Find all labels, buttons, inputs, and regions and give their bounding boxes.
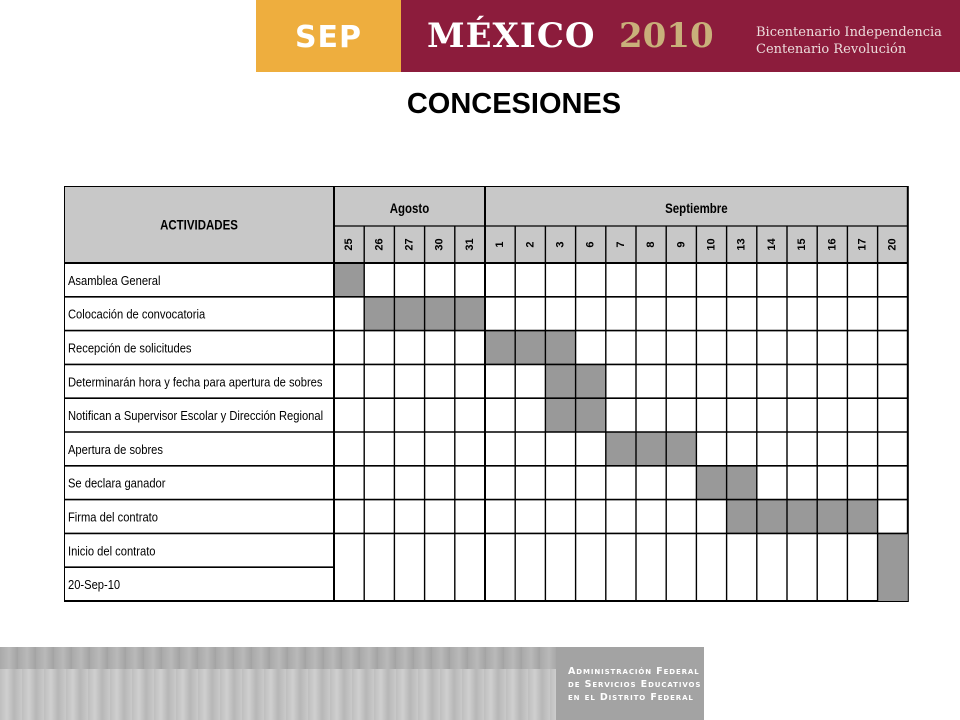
day-label: 15: [796, 238, 809, 251]
day-label: 27: [403, 238, 416, 251]
final-row-date: 20-Sep-10: [68, 577, 121, 593]
day-label: 30: [433, 238, 446, 251]
tagline-line-1: Bicentenario Independencia: [756, 25, 942, 40]
gantt-bar: [364, 297, 394, 331]
gantt-bar: [334, 263, 364, 297]
sep-logo: [256, 0, 401, 72]
tagline-line-2: Centenario Revolución: [756, 42, 907, 57]
day-label: 1: [494, 241, 507, 248]
activity-label: Recepción de solicitudes: [68, 340, 192, 356]
gantt-bar: [606, 432, 636, 466]
gantt-bar: [727, 466, 757, 500]
day-label: 25: [343, 238, 356, 251]
gantt-bar: [515, 331, 545, 365]
activity-label: Determinarán hora y fecha para apertura de sobres: [68, 374, 323, 390]
gantt-bar: [545, 331, 575, 365]
day-label: 6: [584, 241, 597, 248]
mexico-wordmark: MÉXICO: [427, 16, 596, 56]
day-label: 20: [886, 238, 899, 251]
month-label-1: Septiembre: [665, 199, 728, 217]
gantt-bar: [878, 533, 908, 601]
final-row-label: Inicio del contrato: [68, 543, 156, 559]
gantt-bar: [727, 500, 757, 534]
banner-tagline: [756, 24, 942, 58]
gantt-chart-table: [64, 186, 912, 602]
gantt-bar: [757, 500, 787, 534]
gantt-bar: [847, 500, 877, 534]
gantt-bar: [576, 398, 606, 432]
gantt-bar: [787, 500, 817, 534]
day-label: 31: [463, 238, 476, 251]
gantt-bar: [425, 297, 455, 331]
year-mark: 2010: [619, 16, 714, 56]
activities-header: ACTIVIDADES: [160, 216, 238, 233]
day-label: 17: [856, 238, 869, 251]
gantt-bar: [394, 297, 424, 331]
gantt-bar: [455, 297, 485, 331]
day-label: 13: [735, 238, 748, 251]
afsedf-logo-text: [568, 665, 701, 704]
activity-label: Apertura de sobres: [68, 442, 163, 458]
day-label: 3: [554, 241, 567, 248]
gantt-bar: [817, 500, 847, 534]
day-label: 16: [826, 238, 839, 251]
gantt-bar: [545, 364, 575, 398]
month-label-0: Agosto: [389, 199, 430, 217]
day-label: 9: [675, 241, 688, 248]
activity-label: Asamblea General: [68, 273, 161, 289]
footer-line-3: en el Distrito Federal: [568, 692, 694, 703]
day-label: 8: [645, 241, 658, 248]
day-label: 2: [524, 241, 537, 248]
activity-label: Se declara ganador: [68, 475, 166, 491]
gantt-bar: [485, 331, 515, 365]
mexico-2010-banner: [401, 0, 960, 72]
gantt-bar: [576, 364, 606, 398]
footer-line-2: de Servicios Educativos: [568, 679, 702, 690]
day-label: 10: [705, 238, 718, 251]
gantt-bar: [545, 398, 575, 432]
afsedf-logo: [556, 647, 704, 720]
footer-line-1: Administración Federal: [568, 666, 700, 677]
day-label: 14: [765, 238, 778, 251]
gantt-bar: [636, 432, 666, 466]
footer-band: [0, 647, 704, 720]
activity-label: Notifican a Supervisor Escolar y Dirección Regional: [68, 408, 324, 424]
day-label: 7: [614, 241, 627, 248]
day-label: 26: [373, 238, 386, 251]
sep-logo-text: SEP: [294, 20, 363, 55]
gantt-bar: [666, 432, 696, 466]
activity-label: Firma del contrato: [68, 509, 158, 525]
gantt-bar: [696, 466, 726, 500]
page-title: CONCESIONES: [406, 88, 622, 120]
footer-texture: [0, 647, 556, 669]
activity-label: Colocación de convocatoria: [68, 306, 206, 322]
